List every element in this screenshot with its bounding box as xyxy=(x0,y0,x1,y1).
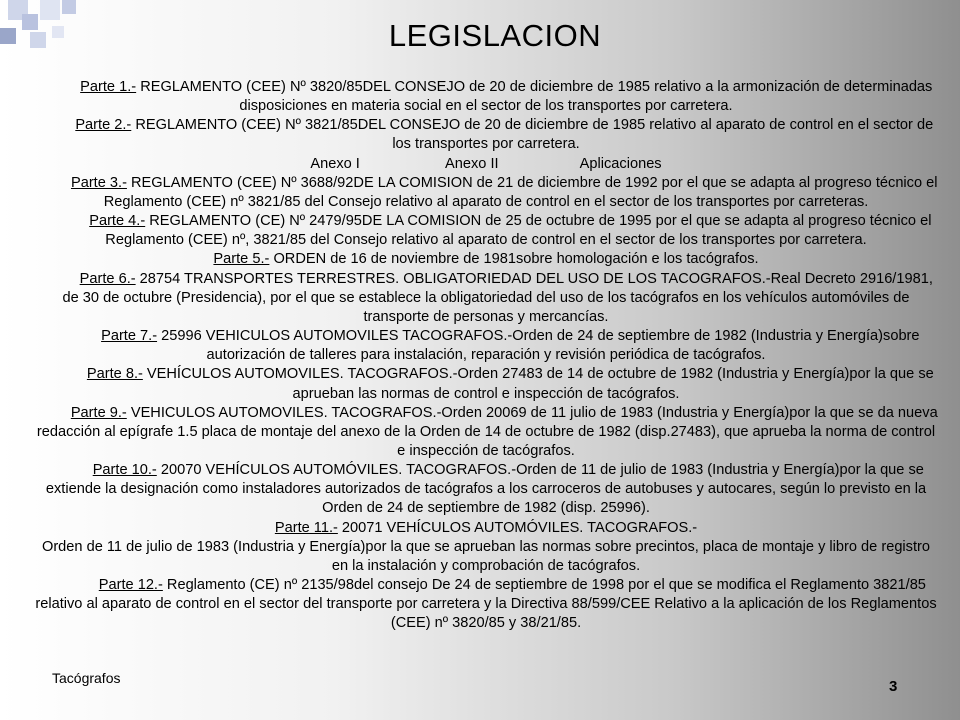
part-link[interactable]: Parte 2.- xyxy=(75,117,132,134)
part-link[interactable]: Parte 4.- xyxy=(89,213,146,230)
part-link[interactable]: Parte 9.- xyxy=(70,404,127,421)
annex-links xyxy=(34,155,938,174)
list-item: Parte 2.- REGLAMENTO (CEE) Nº 3821/85DEL CONSEJO de 20 de diciembre de 1985 relativo al aparato de control en el sector de los transportes por carretera. xyxy=(75,117,934,153)
part-link[interactable]: Parte 10.- xyxy=(92,462,157,479)
list-item: Parte 1.- REGLAMENTO (CEE) Nº 3820/85DEL CONSEJO de 20 de diciembre de 1985 relativo a la armonización de determinadas disposiciones en materia social en el sector de los transportes por carretera. xyxy=(80,79,933,115)
part-link[interactable]: Parte 11.- xyxy=(274,519,338,536)
annex-ii-link[interactable]: Anexo II xyxy=(445,155,499,172)
list-item: Parte 4.- REGLAMENTO (CE) Nº 2479/95DE LA COMISION de 25 de octubre de 1995 por el que se adapta al progreso técnico el Reglamento (CEE) nº, 3821/85 del Consejo relativo al aparato de control en el sector de los transportes por carretera. xyxy=(89,213,932,249)
footer-label: Tacógrafos xyxy=(52,670,121,686)
list-item: Parte 5.- ORDEN de 16 de noviembre de 1981sobre homologación e los tacógrafos. xyxy=(213,251,759,268)
list-item: Parte 9.- VEHICULOS AUTOMOVILES. TACOGRAFOS.-Orden 20069 de 11 julio de 1983 (Industria y Energía)por la que se da nueva redacción al epígrafe 1.5 placa de montaje del anexo de la Orden de 14 de octubre de 1982 (disp.27483), que aprueba la norma de control e inspección de tacógrafos. xyxy=(36,404,938,459)
page-number: 3 xyxy=(889,678,898,695)
part-link[interactable]: Parte 12.- xyxy=(98,577,163,594)
part-link[interactable]: Parte 5.- xyxy=(213,251,270,268)
list-item: Parte 10.- 20070 VEHÍCULOS AUTOMÓVILES. TACOGRAFOS.-Orden de 11 de julio de 1983 (Industria y Energía)por la que se extiende la designación como instaladores autorizados de tacógrafos a los carroceros de autobuses y autocares, según lo previsto en la Orden de 24 de septiembre de 1982 (disp. 25996). xyxy=(45,462,927,517)
list-item: Parte 11.- 20071 VEHÍCULOS AUTOMÓVILES. TACOGRAFOS.- Orden de 11 de julio de 1983 (Industria y Energía)por la que se aprueban las normas sobre precintos, placa de montaje y libro de registro en la instalación y comprobación de tacógrafos. xyxy=(41,519,931,574)
list-item: Parte 6.- 28754 TRANSPORTES TERRESTRES. OBLIGATORIEDAD DEL USO DE LOS TACOGRAFOS.-Real Decreto 2916/1981, de 30 de octubre (Presidencia), por el que se establece la obligatoriedad del uso de los tacógrafos en los vehículos automóviles de transporte de personas y mercancías. xyxy=(62,270,933,325)
slide-title: LEGISLACION xyxy=(388,18,602,53)
list-item: Parte 3.- REGLAMENTO (CEE) Nº 3688/92DE LA COMISION de 21 de diciembre de 1992 por el que se adapta al progreso técnico el Reglamento (CEE) nº 3821/85 del Consejo relativo al aparato de control en el sector de los transportes por carreteras. xyxy=(70,174,938,210)
list-item: Parte 7.- 25996 VEHICULOS AUTOMOVILES TACOGRAFOS.-Orden de 24 de septiembre de 1982 (Industria y Energía)sobre autorización de talleres para instalación, reparación y revisión periódica de tacógrafos. xyxy=(101,328,920,364)
part-link[interactable]: Parte 7.- xyxy=(101,328,158,345)
legislation-list xyxy=(34,78,938,634)
annex-i-link[interactable]: Anexo I xyxy=(310,155,360,172)
part-link[interactable]: Parte 6.- xyxy=(79,270,136,287)
part-link[interactable]: Parte 3.- xyxy=(70,174,127,191)
part-link[interactable]: Parte 8.- xyxy=(86,366,143,383)
list-item: Parte 12.- Reglamento (CE) nº 2135/98del consejo De 24 de septiembre de 1998 por el que se modifica el Reglamento 3821/85 relativo al aparato de control en el sector del transporte por carretera y la Directiva 88/599/CEE Relativo a la aplicación de los Reglamentos (CEE) nº 3820/85 y 38/21/85. xyxy=(35,577,937,632)
list-item: Parte 8.- VEHÍCULOS AUTOMOVILES. TACOGRAFOS.-Orden 27483 de 14 de octubre de 1982 (Industria y Energía)por la que se aprueban las normas de control e inspección de tacógrafos. xyxy=(86,366,934,402)
aplicaciones-link[interactable]: Aplicaciones xyxy=(579,155,662,172)
part-link[interactable]: Parte 1.- xyxy=(80,79,137,95)
